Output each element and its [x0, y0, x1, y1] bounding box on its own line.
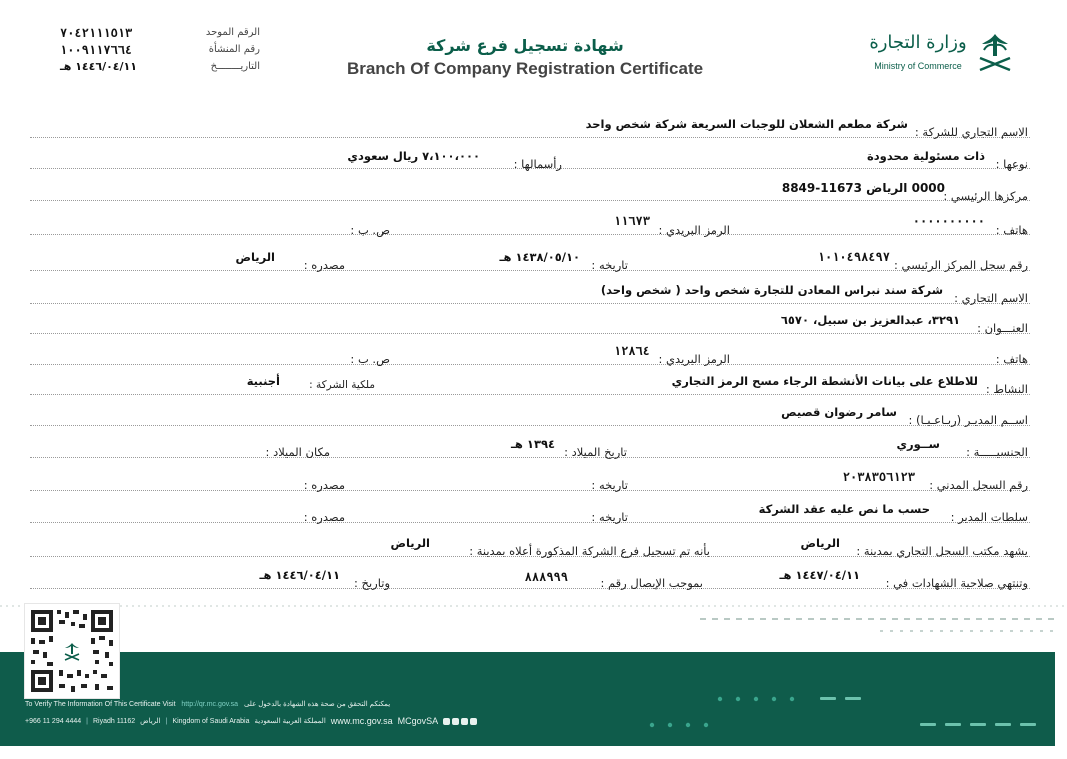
youtube-icon[interactable] — [470, 718, 477, 725]
expiry-date: ١٤٤٧/٠٤/١١ هـ — [779, 568, 860, 582]
logo-text-arabic: وزارة التجارة — [869, 32, 967, 53]
verify-instructions — [25, 700, 390, 708]
trade-name: شركة سند نبراس المعادن للتجارة شخص واحد ( شخص واحد) — [600, 283, 943, 297]
unified-number-row — [60, 24, 260, 41]
hq-value: 0000 الرياض 11673-8849 — [781, 181, 945, 195]
civil-source-label: مصدره : — [303, 478, 345, 492]
unified-number: ٧٠٤٢١١١٥١٣ — [60, 25, 133, 40]
facility-number-row — [60, 41, 260, 58]
civil-label: رقم السجل المدني : — [929, 478, 1028, 492]
row-witness — [30, 536, 1030, 557]
registered-city: الرياض — [390, 536, 430, 550]
main-cr-label: رقم سجل المركز الرئيسي : — [893, 258, 1028, 272]
company-name: شركة مطعم الشعلان للوجبات السريعة شركة شخص واحد — [585, 117, 908, 131]
contact-address-english: Riyadh 11162 — [92, 717, 136, 725]
civil-value: ٢٠٣٨٣٥٦١٢٣ — [842, 470, 915, 484]
row-civil-record — [30, 470, 1030, 491]
receipt-label: بموجب الإيصال رقم : — [600, 576, 703, 590]
manager-name: سامر رضوان قصيص — [781, 405, 897, 419]
divider: | — [86, 717, 88, 725]
company-type: ذات مسئولية محدودة — [866, 149, 985, 163]
footer-decoration — [640, 687, 1050, 737]
phone-label: هاتف : — [995, 223, 1028, 237]
verify-text-arabic: يمكنكم التحقق من صحة هذه الشهادة بالدخول على — [243, 701, 391, 708]
phone2-label: هاتف : — [995, 352, 1028, 366]
qr-code-icon — [25, 604, 119, 698]
row-expiry — [30, 568, 1030, 589]
pob-label: مكان الميلاد : — [265, 445, 330, 459]
row-nationality — [30, 437, 1030, 458]
capital-value: ٧،١٠٠،٠٠٠ ريال سعودي — [347, 149, 480, 163]
trade-name-label: الاسم التجاري : — [954, 291, 1028, 305]
verification-qr-code[interactable] — [24, 603, 120, 699]
registered-label: بأنه تم تسجيل فرع الشركة المذكورة أعلاه بمدينة : — [469, 544, 710, 558]
divider: | — [165, 717, 168, 725]
twitter-icon[interactable] — [461, 718, 468, 725]
facility-number-label: رقم المنشأة — [208, 44, 260, 55]
row-phone-postal — [30, 214, 1030, 235]
ownership-value: أجنبية — [246, 374, 280, 388]
powers-date-label: تاريخه : — [591, 510, 628, 524]
receipt-date-label: وتاريخ : — [354, 576, 390, 590]
contact-address-arabic: الرياض — [140, 718, 161, 725]
title-english: Branch Of Company Registration Certificate — [346, 59, 704, 78]
powers-source-label: مصدره : — [303, 510, 345, 524]
main-cr-date: ١٤٣٨/٠٥/١٠ هـ — [499, 250, 580, 264]
nationality-value: ســوري — [896, 437, 940, 451]
postal2-value: ١٢٨٦٤ — [613, 344, 650, 358]
facility-number: ١٠٠٩١١٧٦٦٤ — [60, 42, 133, 57]
activity-value: للاطلاع على بيانات الأنشطة الرجاء مسح الرمز التجاري — [671, 374, 978, 388]
social-icons — [443, 718, 477, 725]
kingdom-english: Kingdom of Saudi Arabia — [172, 717, 250, 725]
witness-city: الرياض — [800, 536, 840, 550]
powers-label: سلطات المدير : — [950, 510, 1028, 524]
issue-date-row — [60, 58, 260, 75]
verify-link[interactable]: http://qr.mc.gov.sa — [181, 701, 239, 708]
instagram-icon[interactable] — [443, 718, 450, 725]
ministry-logo — [868, 30, 1038, 78]
row-type-capital — [30, 148, 1030, 169]
footer-band — [0, 652, 1055, 746]
powers-value: حسب ما نص عليه عقد الشركة — [758, 502, 930, 516]
issue-date: ١٤٤٦/٠٤/١١ هـ — [60, 60, 137, 73]
kingdom-arabic: المملكة العربية السعودية — [254, 718, 326, 725]
row-activity — [30, 374, 1030, 395]
postal-label: الرمز البريدي : — [658, 223, 730, 237]
decorative-dots — [0, 605, 1067, 645]
expiry-label: وتنتهي صلاحية الشهادات في : — [885, 576, 1028, 590]
phone-value: ٠٠٠٠٠٠٠٠٠٠ — [912, 214, 985, 228]
header-numbers — [60, 24, 260, 75]
manager-label: اســم المديـر (ربـاعـيـا) : — [908, 413, 1028, 427]
main-cr-value: ١٠١٠٤٩٨٤٩٧ — [817, 250, 890, 264]
main-cr-date-label: تاريخه : — [591, 258, 628, 272]
social-handle[interactable]: MCgovSA — [397, 716, 439, 726]
issue-date-label: التاريــــــــخ — [210, 61, 260, 72]
pobox-label: ص. ب : — [350, 223, 390, 237]
receipt-number: ٨٨٨٩٩٩ — [524, 570, 568, 584]
row-trade-name — [30, 283, 1030, 304]
logo-text-english: Ministry of Commerce — [874, 61, 962, 71]
civil-date-label: تاريخه : — [591, 478, 628, 492]
dob-value: ١٣٩٤ هـ — [511, 437, 555, 451]
facebook-icon[interactable] — [452, 718, 459, 725]
address-label: العنـــوان : — [977, 321, 1028, 335]
ownership-label: ملكية الشركة : — [309, 379, 375, 391]
main-cr-source: الرياض — [235, 250, 275, 264]
postal-value: ١١٦٧٣ — [613, 214, 650, 228]
receipt-date: ١٤٤٦/٠٤/١١ هـ — [259, 568, 340, 582]
hq-label: مركزها الرئيسي : — [943, 189, 1028, 203]
main-cr-source-label: مصدره : — [303, 258, 345, 272]
row-manager-powers — [30, 502, 1030, 523]
contact-info — [25, 716, 477, 726]
website-link[interactable]: www.mc.gov.sa — [330, 716, 393, 726]
company-name-label: الاسم التجاري للشركة : — [914, 125, 1028, 139]
pobox2-label: ص. ب : — [350, 352, 390, 366]
row-address — [30, 313, 1030, 334]
capital-label: رأسمالها : — [513, 157, 562, 171]
witness-label: يشهد مكتب السجل التجاري بمدينة : — [856, 544, 1028, 558]
row-main-cr — [30, 250, 1030, 271]
verify-text-english: To Verify The Information Of This Certificate Visit — [25, 701, 176, 708]
title-arabic: شهادة تسجيل فرع شركة — [426, 36, 624, 55]
row-phone-postal-2 — [30, 344, 1030, 365]
type-label: نوعها : — [995, 157, 1028, 171]
dob-label: تاريخ الميلاد : — [564, 445, 627, 459]
contact-phone: +966 11 294 4444 — [25, 717, 82, 725]
unified-number-label: الرقم الموحد — [205, 27, 260, 38]
postal2-label: الرمز البريدي : — [658, 352, 730, 366]
address-value: ٣٢٩١، عبدالعزيز بن سبيل، ٦٥٧٠ — [780, 313, 960, 327]
row-manager — [30, 405, 1030, 426]
row-headquarters — [30, 180, 1030, 201]
saudi-emblem-icon — [972, 30, 1018, 76]
activity-label: النشاط : — [985, 382, 1028, 396]
row-company-name — [30, 117, 1030, 138]
nationality-label: الجنسيـــــة : — [966, 445, 1028, 459]
